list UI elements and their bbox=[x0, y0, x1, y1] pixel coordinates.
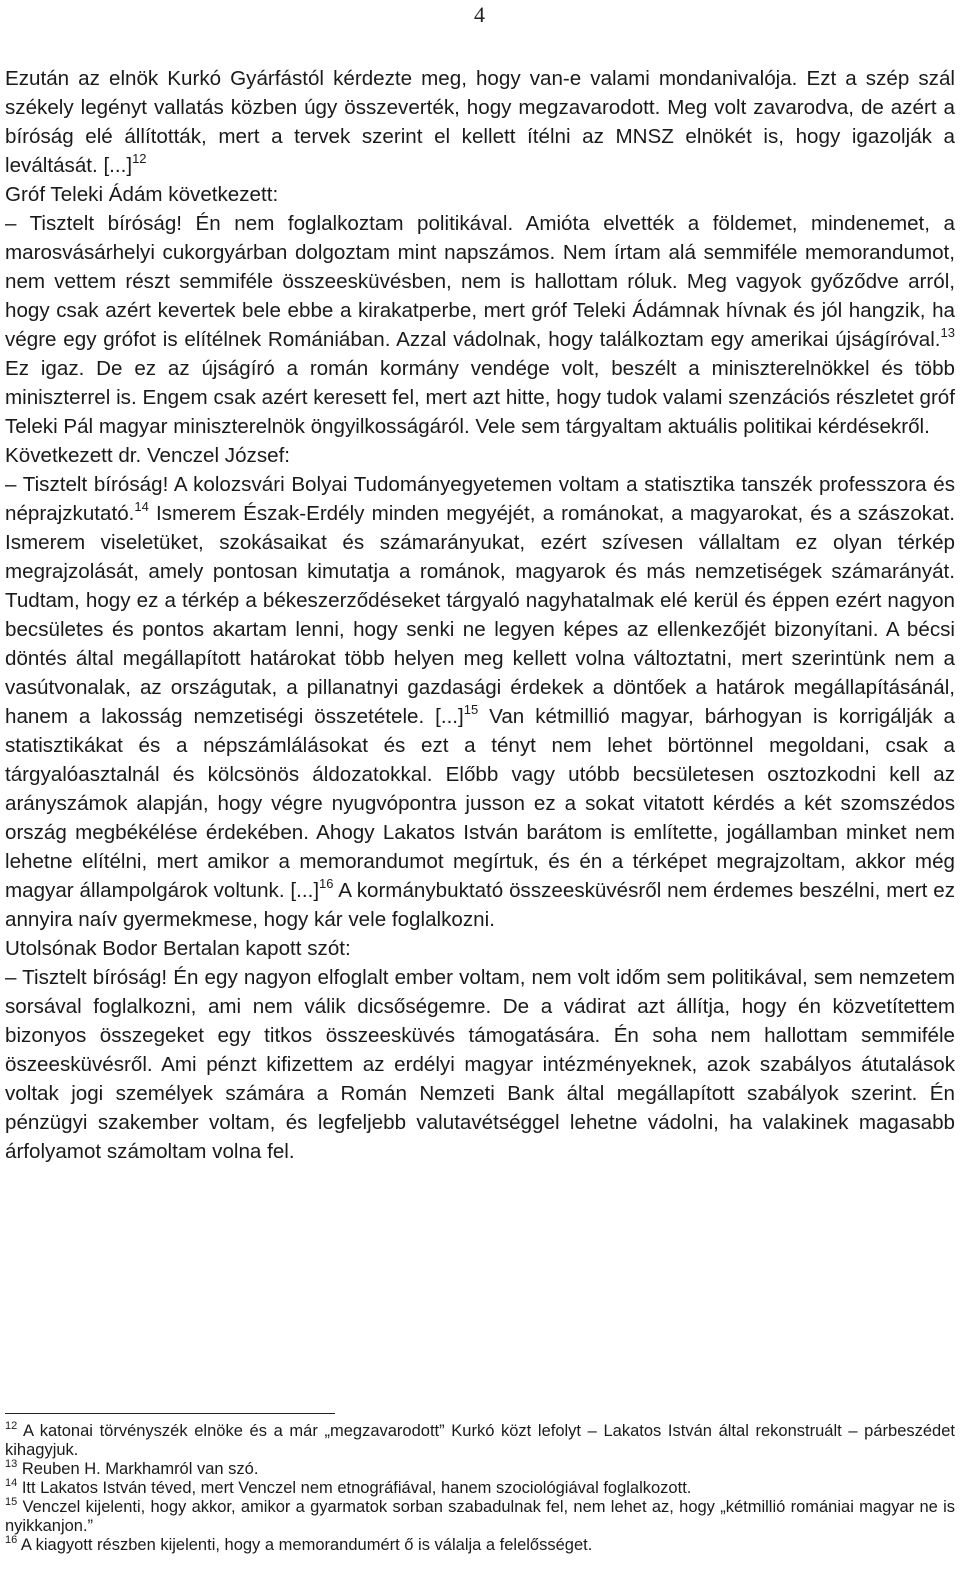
paragraph: – Tisztelt bíróság! Én egy nagyon elfoglalt ember voltam, nem volt időm sem politikával, sem nemzetem sorsával foglalkozni, ami nem válik dicsőségemre. De a vádirat azt állítja, hogy én közvetítettem bizonyos összegeket egy titkos összeesküvés támogatására. Én soha nem hallottam semmiféle öszeesküvésről. Ami pénzt kifizettem az erdélyi magyar intézményeknek, azok szabályos átutalások voltak jogi személyek számára a Román Nemzeti Bank által megállapított szabályok szerint. Én pénzügyi szakember voltam, és legfeljebb valutavétséggel lehetne vádolni, ha valakinek magasabb árfolyamot számoltam volna fel. bbox=[5, 966, 955, 1163]
footnote-ref: 13 bbox=[940, 325, 955, 340]
footnote-ref: 16 bbox=[319, 876, 334, 891]
footnote-ref: 15 bbox=[463, 702, 479, 717]
footnote: $^{16}$ A kiagyott részben kijelenti, hogy a memorandumért ő is válalja a felelősséget. bbox=[5, 1534, 593, 1554]
footnote: $^{12}$ A katonai törvényszék elnöke és a már „megzavarodott” Kurkó közt lefolyt – Lakatos István által rekonstruált – párbeszédet kihagyjuk. bbox=[5, 1420, 955, 1459]
footnote-ref: 12 bbox=[132, 151, 147, 166]
paragraph: – Tisztelt bíróság! A kolozsvári Bolyai Tudományegyetemen voltam a statisztika tanszék professzora és néprajzkutató.$^{14}$ Ismerem Észak-Erdély minden megyéjét, a románokat, a magyarokat, és a szászokat. Ismerem viseletüket, szokásaikat és számarányukat, ezért szívesen vállaltam ez olyan térkép megrajzolását, amely pontosan kimutatja a románok, magyarok és más nemzetiségek számarányát. Tudtam, hogy ez a térkép a békeszerződéseket tárgyaló nagyhatalmak elé kerül és éppen ezért nagyon becsületes és pontos akartam lenni, hogy senki ne legyen képes az ellenkezőjét bizonyítani. A bécsi döntés által megállapított határokat több helyen meg kellett volna változtatni, mert szerintünk nem a vasútvonalak, az országutak, a pillanatnyi gazdasági érdekek a döntőek a határok megállapításánál, hanem a lakosság nemzetiségi összetétele. [...]$^{15}$ Van kétmillió magyar, bárhogyan is korrigálják a statisztikákat és a népszámlálásokat és ezt a tényt nem lehet börtönnel megoldani, csak a tárgyalóasztalnál és kölcsönös áldozatokkal. Előbb vagy utóbb becsületesen osztozkodni kell az arányszámok alapján, hogy végre nyugvópontra jusson ez a sokat vitatott kérdés a két szomszédos ország megbékélése érdekében. Ahogy Lakatos István barátom is említette, jogállamban minket nem lehetne elítélni, mert amikor a memorandumot megírtuk, és én a térképet megrajzoltam, akkor még magyar állampolgárok voltunk. [...]$^{16}$ A kormánybuktató összeesküvésről nem érdemes beszélni, mert ez annyira naív gyermekmese, hogy kár vele foglalkozni. bbox=[5, 473, 956, 931]
paragraph: Következett dr. Venczel József: bbox=[5, 444, 291, 467]
footnote: $^{15}$ Venczel kijelenti, hogy akkor, amikor a gyarmatok sorban szabadulnak fel, nem lehet az, hogy „kétmillió romániai magyar ne is nyikkanjon.” bbox=[5, 1496, 955, 1535]
footnote-separator bbox=[5, 1413, 335, 1414]
page-number: 4 bbox=[474, 2, 485, 27]
footnote-ref: 14 bbox=[134, 499, 149, 514]
footnote: $^{14}$ Itt Lakatos István téved, mert Venczel nem etnográfiával, hanem szociológiával foglalkozott. bbox=[5, 1477, 692, 1497]
main-text bbox=[5, 64, 955, 1166]
footnotes bbox=[5, 1422, 955, 1555]
footnote: $^{13}$ Reuben H. Markhamról van szó. bbox=[5, 1458, 259, 1478]
paragraph: Ezután az elnök Kurkó Gyárfástól kérdezte meg, hogy van-e valami mondanivalója. Ezt a szép szál székely legényt vallatás közben úgy összeverték, hogy megzavarodott. Meg volt zavarodva, de azért a bíróság elé állították, mert a tervek szerint el kellett ítélni az MNSZ elnökét is, hogy igazolják a leváltását. [...]$^{12}$ bbox=[5, 67, 955, 177]
paragraph: Utolsónak Bodor Bertalan kapott szót: bbox=[5, 937, 351, 960]
paragraph: Gróf Teleki Ádám következett: bbox=[5, 183, 279, 206]
paragraph: – Tisztelt bíróság! Én nem foglalkoztam politikával. Amióta elvették a földemet, mindenemet, a marosvásárhelyi cukorgyárban dolgoztam mint napszámos. Nem írtam alá semmiféle memorandumot, nem vettem részt semmiféle összeesküvésben, nem is hallottam róluk. Meg vagyok győződve arról, hogy csak azért kevertek bele ebbe a kirakatperbe, mert gróf Teleki Ádámnak hívnak és jól hangzik, ha végre egy grófot is elítélnek Romániában. Azzal vádolnak, hogy találkoztam egy amerikai újságíróval.$^{13}$ Ez igaz. De ez az újságíró a román kormány vendége volt, beszélt a miniszterelnökkel és több miniszterrel is. Engem csak azért keresett fel, mert azt hitte, hogy tudok valami szenzációs részletet gróf Teleki Pál magyar miniszterelnök öngyilkosságáról. Vele sem tárgyaltam aktuális politikai kérdésekről. bbox=[5, 212, 955, 438]
